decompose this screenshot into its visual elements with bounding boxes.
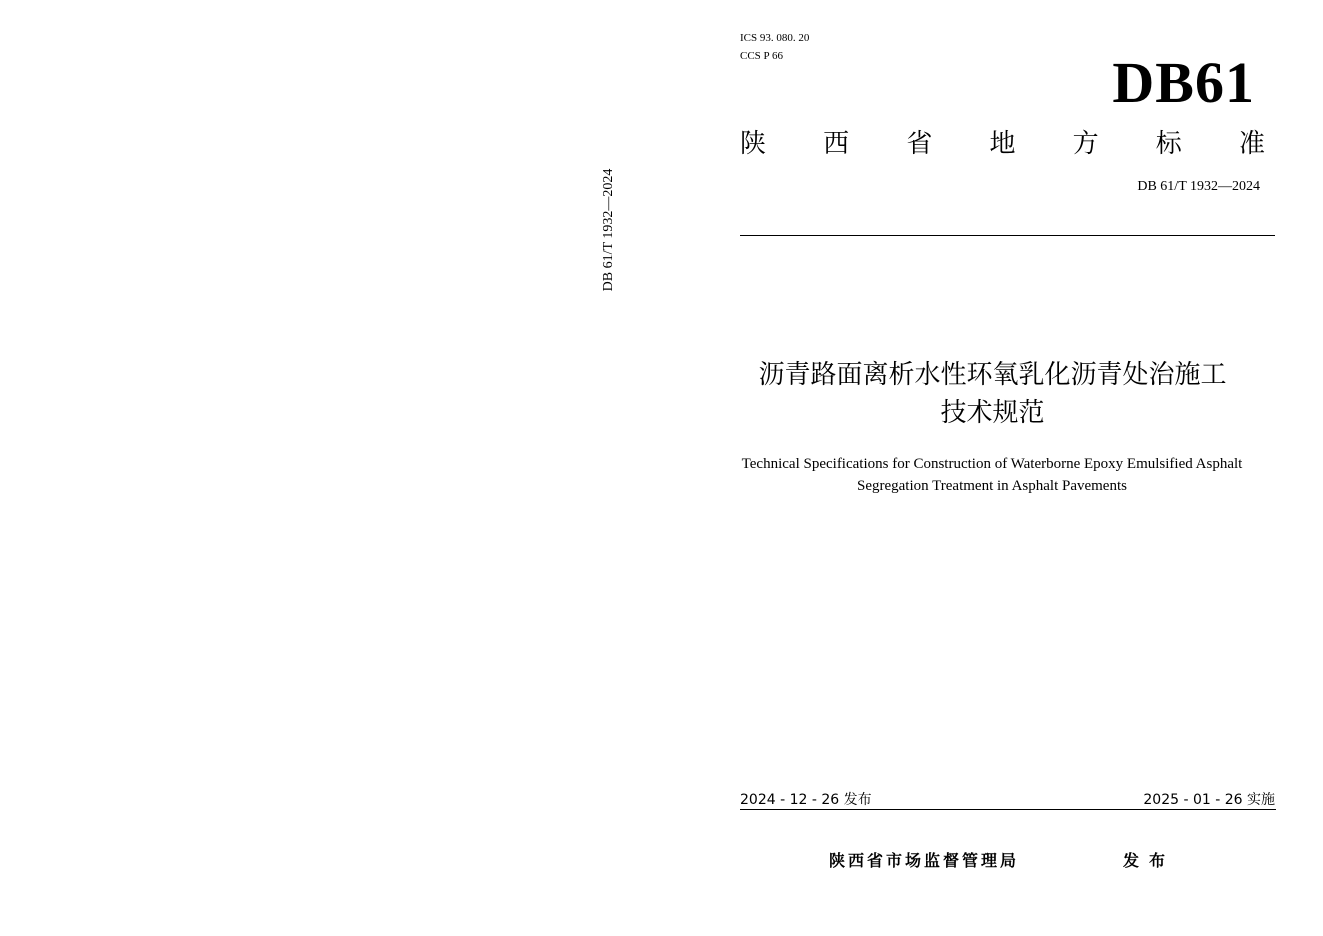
spine-standard-number: DB 61/T 1932—2024 [601,168,616,292]
standard-number: DB 61/T 1932—2024 [1137,179,1260,194]
standard-type-char: 方 [1072,129,1099,159]
publish-date: 2024 - 12 - 26 发布 [740,792,872,808]
standard-type-char: 准 [1238,129,1265,159]
standard-type-char: 陕 [740,129,767,159]
title-english [712,453,1272,497]
issuing-authority: 陕西省市场监督管理局 [829,851,1020,870]
title-chinese [720,356,1265,432]
header-divider [740,235,1275,236]
implement-date: 2025 - 01 - 26 实施 [1143,792,1275,808]
standard-type [740,124,1265,164]
standard-type-char: 省 [906,129,933,159]
standard-type-char: 西 [823,129,850,159]
ics-code: ICS 93. 080. 20 [740,32,810,44]
title-english-line: Technical Specifications for Construction of Waterborne Epoxy Emulsified Asphalt [741,456,1243,472]
footer-divider [740,809,1276,810]
ccs-code: CCS P 66 [740,50,784,62]
standard-code-logo: DB61 [1112,50,1255,115]
title-chinese-line: 沥青路面离析水性环氧乳化沥青处治施工 [758,360,1227,390]
standard-type-char: 地 [989,129,1016,159]
standard-type-char: 标 [1155,129,1182,159]
title-chinese-line: 技术规范 [940,398,1045,428]
title-english-line: Segregation Treatment in Asphalt Pavements [857,478,1127,494]
issue-label: 发布 [1123,851,1176,870]
